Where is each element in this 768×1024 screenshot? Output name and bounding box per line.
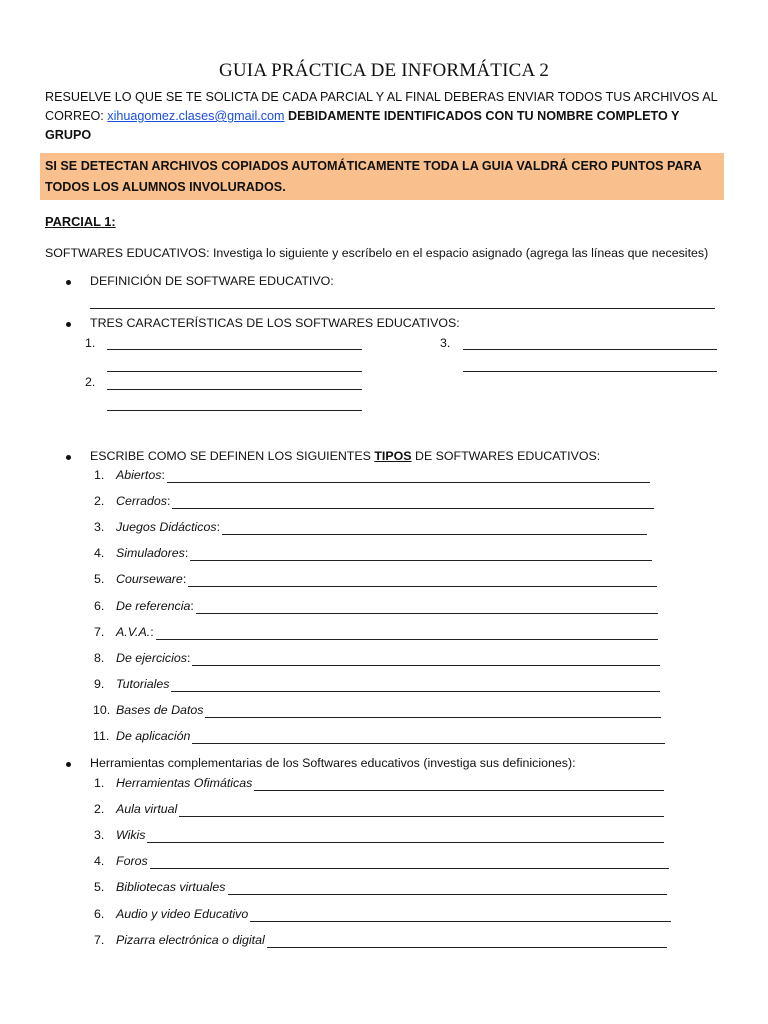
herramienta-number: 7. (94, 932, 105, 947)
char-number-3: 3. (440, 336, 451, 350)
bullet-icon (66, 280, 71, 285)
herramienta-number: 5. (94, 880, 105, 895)
section-intro: SOFTWARES EDUCATIVOS: Investiga lo siguiente y escríbelo en el espacio asignado (agrega las líneas que necesites) (45, 246, 709, 260)
email-link[interactable]: xihuagomez.clases@gmail.com (107, 109, 285, 123)
tipo-answer-line[interactable] (156, 639, 658, 640)
herramienta-label: Bibliotecas virtuales (116, 880, 226, 895)
question-tipos-prefix: ESCRIBE COMO SE DEFINEN LOS SIGUIENTES (90, 449, 375, 463)
question-caracteristicas: TRES CARACTERÍSTICAS DE LOS SOFTWARES EDUCATIVOS: (90, 316, 460, 330)
tipo-answer-line[interactable] (192, 743, 665, 744)
intro-correo-prefix: CORREO: (45, 109, 108, 123)
herramienta-number: 3. (94, 828, 105, 843)
herramienta-label: Herramientas Ofimáticas (116, 776, 253, 790)
tipo-answer-line[interactable] (222, 534, 647, 535)
herramienta-answer-line[interactable] (254, 790, 664, 791)
tipo-answer-line[interactable] (192, 665, 660, 666)
herramienta-answer-line[interactable] (267, 947, 667, 948)
warning-line-1: SI SE DETECTAN ARCHIVOS COPIADOS AUTOMÁTICAMENTE TODA LA GUIA VALDRÁ CERO PUNTOS PARA (45, 159, 702, 173)
herramienta-answer-line[interactable] (147, 842, 664, 843)
tipo-label: Juegos Didácticos: (116, 520, 221, 535)
tipo-answer-line[interactable] (190, 560, 652, 561)
intro-line-3 (45, 126, 725, 145)
tipo-number: 9. (94, 676, 105, 691)
tipo-label: Bases de Datos (116, 702, 204, 717)
herramienta-number: 1. (94, 776, 105, 790)
answer-line-char-1b[interactable] (107, 371, 362, 372)
tipo-label: A.V.A.: (116, 624, 154, 639)
herramienta-number: 4. (94, 854, 105, 869)
tipo-answer-line[interactable] (172, 508, 654, 509)
question-herramientas: Herramientas complementarias de los Softwares educativos (investiga sus definiciones): (90, 756, 576, 770)
answer-line-char-1a[interactable] (107, 349, 362, 350)
tipo-answer-line[interactable] (205, 717, 661, 718)
answer-line-char-2b[interactable] (107, 410, 362, 411)
question-tipos-underlined: TIPOS (374, 449, 412, 463)
char-number-2: 2. (85, 375, 96, 389)
herramienta-label: Audio y video Educativo (116, 906, 249, 921)
tipo-label: Courseware: (116, 572, 187, 587)
tipo-number: 5. (94, 572, 105, 587)
herramienta-number: 2. (94, 802, 105, 817)
tipo-label: De referencia: (116, 598, 194, 613)
parcial-heading: PARCIAL 1: (45, 214, 116, 229)
question-definicion: DEFINICIÓN DE SOFTWARE EDUCATIVO: (90, 274, 334, 288)
answer-line-char-3b[interactable] (463, 371, 717, 372)
tipo-answer-line[interactable] (196, 613, 658, 614)
tipo-answer-line[interactable] (171, 691, 660, 692)
document-title: GUIA PRÁCTICA DE INFORMÁTICA 2 (218, 60, 550, 81)
question-tipos (90, 449, 600, 463)
tipo-answer-line[interactable] (167, 482, 650, 483)
intro-line-2 (45, 107, 725, 126)
herramienta-label: Foros (116, 854, 148, 869)
answer-line-definicion[interactable] (90, 308, 715, 309)
tipo-label: De aplicación (116, 729, 191, 743)
answer-line-char-3a[interactable] (463, 349, 717, 350)
tipo-label: Tutoriales (116, 676, 170, 691)
bullet-icon (66, 762, 71, 767)
intro-bold-text: DEBIDAMENTE IDENTIFICADOS CON TU NOMBRE COMPLETO Y (284, 109, 680, 123)
question-tipos-suffix: DE SOFTWARES EDUCATIVOS: (411, 449, 601, 463)
tipo-label: Simuladores: (116, 546, 189, 561)
tipo-number: 4. (94, 546, 105, 561)
tipo-number: 7. (94, 624, 105, 639)
intro-instructions (45, 88, 725, 145)
tipo-number: 1. (94, 468, 105, 482)
intro-grupo: GRUPO (45, 128, 92, 142)
tipo-label: Abiertos: (116, 468, 165, 482)
answer-line-char-2a[interactable] (107, 389, 362, 390)
herramienta-number: 6. (94, 906, 105, 921)
intro-line-1: RESUELVE LO QUE SE TE SOLICTA DE CADA PARCIAL Y AL FINAL DEBERAS ENVIAR TODOS TUS ARCHIVOS AL (45, 90, 718, 104)
tipo-answer-line[interactable] (188, 586, 657, 587)
tipo-label: Cerrados: (116, 494, 171, 509)
tipo-label: De ejercicios: (116, 650, 191, 665)
warning-line-2: TODOS LOS ALUMNOS INVOLURADOS. (45, 180, 286, 194)
herramienta-label: Aula virtual (116, 802, 178, 817)
tipo-number: 2. (94, 494, 105, 509)
herramienta-label: Wikis (116, 828, 146, 843)
char-number-1: 1. (85, 336, 96, 350)
bullet-icon (66, 322, 71, 327)
bullet-icon (66, 455, 71, 460)
herramienta-answer-line[interactable] (179, 816, 664, 817)
herramienta-answer-line[interactable] (250, 921, 671, 922)
herramienta-answer-line[interactable] (228, 894, 667, 895)
tipo-number: 10. (93, 702, 111, 717)
warning-banner (40, 153, 724, 200)
herramienta-label: Pizarra electrónica o digital (116, 932, 265, 947)
tipo-number: 8. (94, 650, 105, 665)
herramienta-answer-line[interactable] (150, 868, 669, 869)
tipo-number: 3. (94, 520, 105, 535)
tipo-number: 6. (94, 598, 105, 613)
tipo-number: 11. (93, 729, 110, 743)
